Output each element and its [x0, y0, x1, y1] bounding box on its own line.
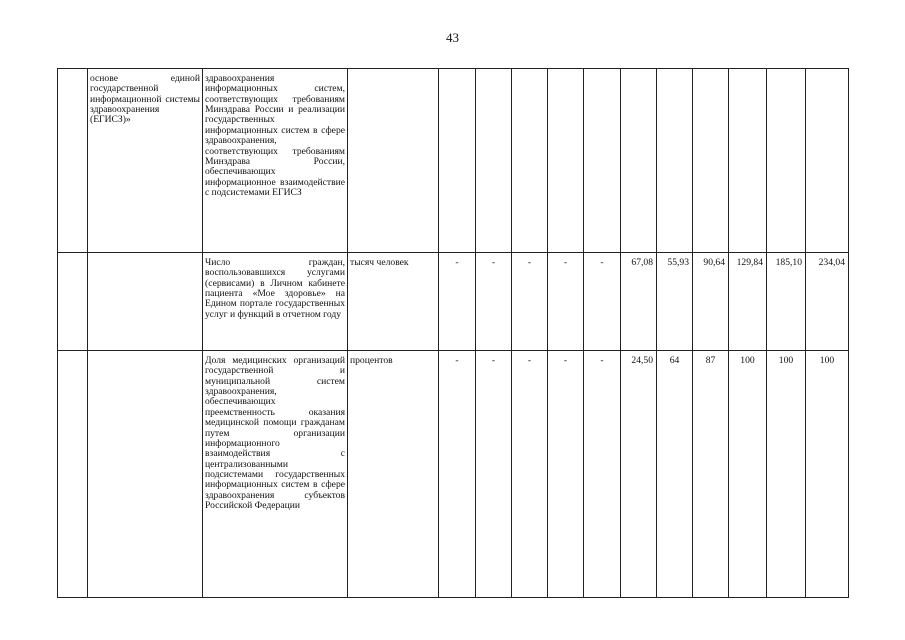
value-cell: 129,84: [729, 253, 767, 351]
value-cell: 185,10: [767, 253, 806, 351]
value-cell: [621, 69, 657, 253]
indicator-name-cell: Доля медицинских организаций государственной и муниципальной систем здравоохранения, обеспечивающих преемственность оказания медицинской помощи гражданам путем организации информационного взаимодействия с централизованными подсистемами государственных информационных систем в сфере здравоохранения субъектов Российской Федерации: [203, 351, 348, 598]
project-name-cell: [88, 351, 203, 598]
value-cell: [548, 69, 584, 253]
value-cell: 24,50: [621, 351, 657, 598]
value-cell: [476, 69, 512, 253]
value-cell: [439, 69, 476, 253]
row-number-cell: [58, 69, 88, 253]
unit-cell: процентов: [348, 351, 439, 598]
table-row: [58, 69, 849, 253]
value-cell: 90,64: [693, 253, 729, 351]
table-row: [58, 351, 849, 598]
indicator-name-cell: Число граждан, воспользовавшихся услугами (сервисами) в Личном кабинете пациента «Мое здоровье» на Едином портале государственных услуг и функций в отчетном году: [203, 253, 348, 351]
value-cell: -: [439, 351, 476, 598]
value-cell: 100: [729, 351, 767, 598]
value-cell: 55,93: [657, 253, 693, 351]
value-cell: -: [548, 351, 584, 598]
value-cell: -: [584, 351, 621, 598]
value-cell: -: [476, 253, 512, 351]
project-name-cell: основе единой государственной информационной системы здравоохранения (ЕГИСЗ)»: [88, 69, 203, 253]
value-cell: -: [512, 351, 548, 598]
unit-cell: тысяч человек: [348, 253, 439, 351]
unit-cell: [348, 69, 439, 253]
value-cell: [806, 69, 849, 253]
value-cell: [767, 69, 806, 253]
value-cell: -: [512, 253, 548, 351]
value-cell: [657, 69, 693, 253]
value-cell: [584, 69, 621, 253]
value-cell: -: [439, 253, 476, 351]
value-cell: [512, 69, 548, 253]
value-cell: 64: [657, 351, 693, 598]
value-cell: -: [584, 253, 621, 351]
row-number-cell: [58, 253, 88, 351]
page-number: 43: [446, 30, 459, 45]
value-cell: [729, 69, 767, 253]
value-cell: [693, 69, 729, 253]
value-cell: 100: [806, 351, 849, 598]
indicator-name-cell: здравоохранения информационных систем, соответствующих требованиям Минздрава России и реализации государственных информационных систем в сфере здравоохранения, соответствующих требованиям Минздрава России, обеспечивающих информационное взаимодействие с подсистемами ЕГИСЗ: [203, 69, 348, 253]
indicator-table: [57, 68, 849, 598]
project-name-cell: [88, 253, 203, 351]
value-cell: -: [476, 351, 512, 598]
value-cell: 87: [693, 351, 729, 598]
value-cell: 100: [767, 351, 806, 598]
value-cell: 234,04: [806, 253, 849, 351]
row-number-cell: [58, 351, 88, 598]
table-row: [58, 253, 849, 351]
value-cell: 67,08: [621, 253, 657, 351]
value-cell: -: [548, 253, 584, 351]
